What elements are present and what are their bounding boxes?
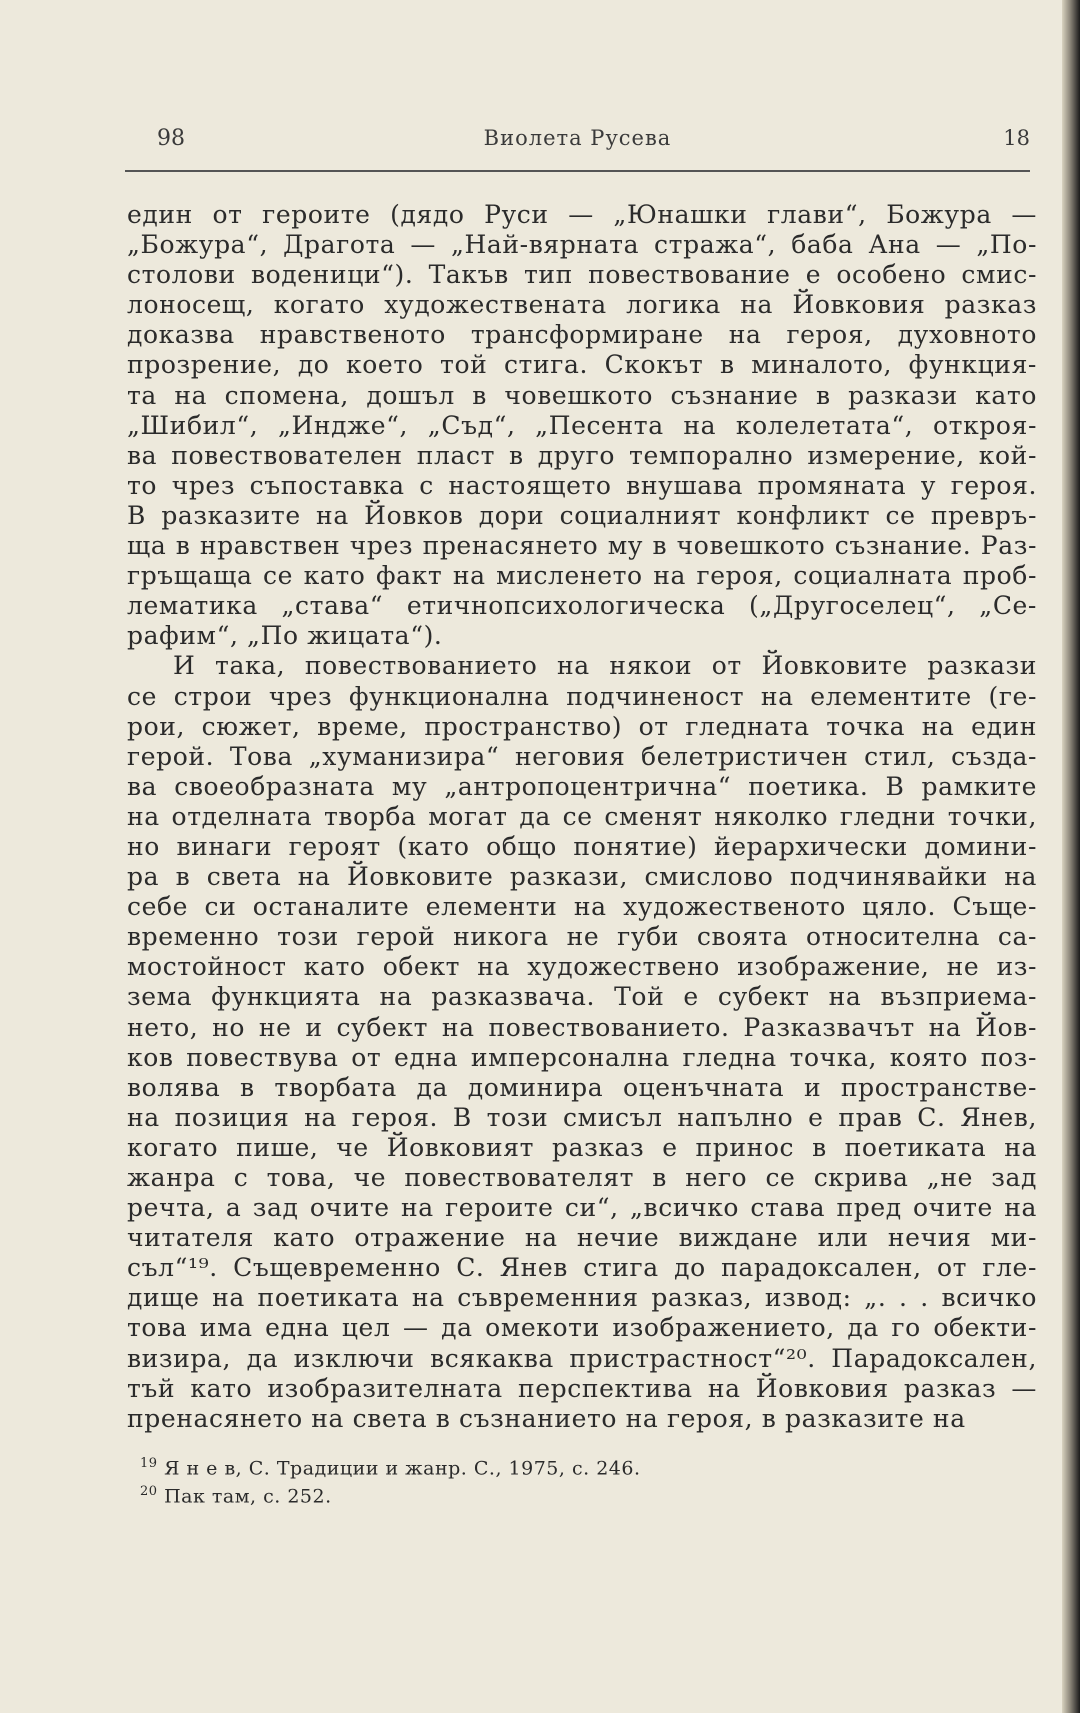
text-line: то чрез съпоставка с настоящето внушава промяната у героя. <box>127 470 1037 500</box>
text-line: ща в нравствен чрез пренасянето му в човешкото съзнание. Раз- <box>127 531 1037 561</box>
page-edge-shadow <box>1062 0 1080 1713</box>
running-head-author: Виолета Русева <box>483 126 672 150</box>
footnote-text: Я н е в, С. Традиции и жанр. С., 1975, с. 246. <box>164 1457 641 1480</box>
footnote-number: 20 <box>140 1484 158 1500</box>
signature-mark: 18 <box>1003 126 1030 150</box>
footnotes <box>140 1452 940 1509</box>
text-line: речта, а зад очите на героите си“, „всичко става пред очите на <box>127 1193 1037 1223</box>
header-rule <box>125 170 1030 172</box>
text-line: читателя като отражение на нечие виждане или нечия ми- <box>127 1223 1037 1253</box>
running-header <box>125 118 1030 158</box>
text-line: „Шибил“, „Индже“, „Съд“, „Песента на колелетата“, откроя- <box>127 410 1037 440</box>
text-line: столови воденици“). Такъв тип повествование е особено смис- <box>127 260 1037 290</box>
footnote-number: 19 <box>140 1456 158 1471</box>
text-line: гръщаща се като факт на мисленето на героя, социалната проб- <box>127 561 1037 591</box>
text-line: но винаги героят (като общо понятие) йерархически домини- <box>127 831 1037 861</box>
text-line: ков повествува от една имперсонална гледна точка, която поз- <box>127 1042 1037 1072</box>
text-line: лематика „става“ етичнопсихологическа („Другоселец“, „Се- <box>127 591 1037 621</box>
page-number: 98 <box>157 126 185 151</box>
text-line: пренасянето на света в съзнанието на героя, в разказите на <box>127 1403 966 1433</box>
text-line: съл“¹⁹. Същевременно С. Янев стига до парадоксален, от гле- <box>127 1253 1037 1283</box>
text-line: жанра с това, че повествователят в него се скрива „не зад <box>127 1163 1037 1192</box>
text-line: волява в творбата да доминира оценъчната и пространстве- <box>127 1072 1037 1102</box>
text-line: зема функцията на разказвача. Той е субект на възприема- <box>127 982 1037 1012</box>
text-line: В разказите на Йовков дори социалният конфликт се превръ- <box>127 500 1037 530</box>
text-line: себе си останалите елементи на художественото цяло. Съще- <box>127 892 1037 922</box>
text-line: дище на поетиката на съвременния разказ, извод: „. . . всичко <box>127 1283 1037 1313</box>
text-line: временно този герой никога не губи своята относителна са- <box>127 922 1037 952</box>
text-line: лоносещ, когато художествената логика на Йовковия разказ <box>127 290 1037 320</box>
footnote <box>140 1480 940 1508</box>
text-line: се строи чрез функционална подчиненост на елементите (ге- <box>127 681 1037 711</box>
text-line: „Божура“, Драгота — „Най-вярната стража“, баба Ана — „По- <box>127 230 1037 260</box>
text-line: това има една цел — да омекоти изображението, да го обекти- <box>127 1313 1037 1343</box>
text-line: доказва нравственото трансформиране на героя, духовното <box>127 320 1037 350</box>
text-line: мостойност като обект на художествено изображение, не из- <box>127 952 1037 982</box>
text-line: един от героите (дядо Руси — „Юнашки глави“, Божура — <box>127 200 1037 229</box>
footnote-text: Пак там, с. 252. <box>164 1485 332 1508</box>
text-line: та на спомена, дошъл в човешкото съзнание в разкази като <box>127 380 1037 410</box>
text-line: на отделната творба могат да се сменят няколко гледни точки, <box>127 801 1037 831</box>
text-line: прозрение, до което той стига. Скокът в миналото, функция- <box>127 350 1037 380</box>
text-line: когато пише, че Йовковият разказ е принос в поетиката на <box>127 1132 1037 1162</box>
text-line: тъй като изобразителната перспектива на Йовковия разказ — <box>127 1373 1037 1403</box>
text-line: на позиция на героя. В този смисъл напълно е прав С. Янев, <box>127 1102 1037 1132</box>
text-line: рафим“, „По жицата“). <box>127 621 443 651</box>
text-line: ва своеобразната му „антропоцентрична“ поетика. В рамките <box>127 771 1037 801</box>
text-line: герой. Това „хуманизира“ неговия белетристичен стил, създа- <box>127 741 1037 771</box>
text-line: визира, да изключи всякаква пристрастност“²⁰. Парадоксален, <box>127 1343 1037 1373</box>
footnote <box>140 1452 940 1480</box>
text-line: ра в света на Йовковите разкази, смислово подчинявайки на <box>127 862 1037 892</box>
text-line: И така, повествованието на някои от Йовковите разкази <box>173 651 1037 681</box>
text-line: нето, но не и субект на повествованието. Разказвачът на Йов- <box>127 1012 1037 1042</box>
text-line: ва повествователен пласт в друго темпорално измерение, кой- <box>127 440 1037 470</box>
text-line: рои, сюжет, време, пространство) от гледната точка на един <box>127 711 1037 741</box>
body-text <box>127 200 1037 1434</box>
